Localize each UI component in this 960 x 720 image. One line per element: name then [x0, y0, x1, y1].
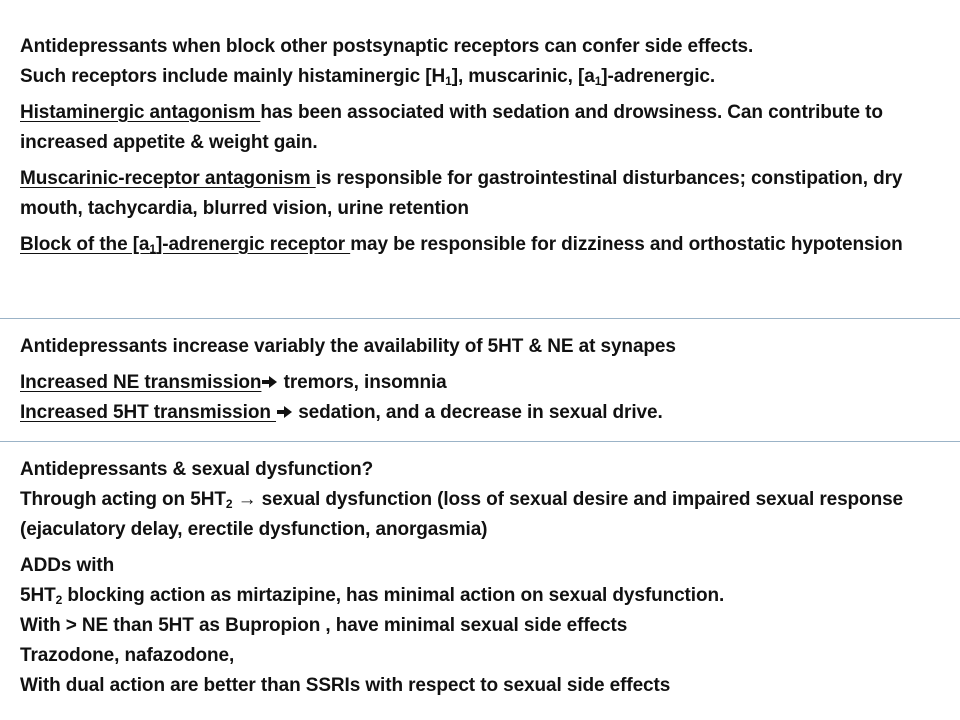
right-arrow-icon	[277, 405, 293, 419]
adrenergic-paragraph: Block of the $[a_1]$-adrenergic receptor may be responsible for dizziness and orthostatic hypotension	[20, 234, 903, 256]
transmission-section	[20, 332, 950, 428]
transmission-effects: Increased NE transmission tremors, insomnia Increased 5HT transmission sedation, and a decrease in sexual drive.	[20, 372, 663, 423]
divider-2	[0, 441, 960, 442]
muscarinic-term: Muscarinic-receptor antagonism	[20, 168, 316, 189]
muscarinic-paragraph: Muscarinic-receptor antagonism is responsible for gastrointestinal disturbances; constipation, dry mouth, tachycardia, blurred vision, urine retention	[20, 168, 903, 219]
adrenergic-term: Block of the $[a_1]$-adrenergic receptor	[20, 234, 351, 256]
histaminergic-term: Histaminergic antagonism	[20, 102, 261, 123]
5ht-transmission-term: Increased 5HT transmission	[20, 402, 277, 423]
divider-1	[0, 318, 960, 319]
adds-paragraph: ADDs with $5HT_2$ blocking action as mirtazipine, has minimal action on sexual dysfunction. With > NE than 5HT as Bupropion , have minimal sexual side effects Trazodone, nafazodone, With dual action are better than SSRIs with respect to sexual side effects	[20, 555, 725, 696]
right-arrow-icon	[262, 375, 278, 389]
dysfunction-paragraph: Antidepressants & sexual dysfunction? Through acting on $5HT_2$ → sexual dysfunction (loss of sexual desire and impaired sexual response (ejaculatory delay, erectile dysfunction, anorgasmia)	[20, 459, 904, 540]
availability-paragraph: Antidepressants increase variably the availability of 5HT & NE at synapes	[20, 336, 676, 357]
ne-transmission-term: Increased NE transmission	[20, 372, 262, 393]
sexual-dysfunction-section	[20, 455, 950, 701]
receptor-block-paragraph: Antidepressants when block other postsynaptic receptors can confer side effects. Such receptors include mainly histaminergic $[H_1]$, muscarinic, $[a_1]$-adrenergic.	[20, 36, 754, 88]
histaminergic-paragraph: Histaminergic antagonism has been associated with sedation and drowsiness. Can contribute to increased appetite & weight gain.	[20, 102, 883, 153]
side-effects-section	[20, 32, 950, 260]
